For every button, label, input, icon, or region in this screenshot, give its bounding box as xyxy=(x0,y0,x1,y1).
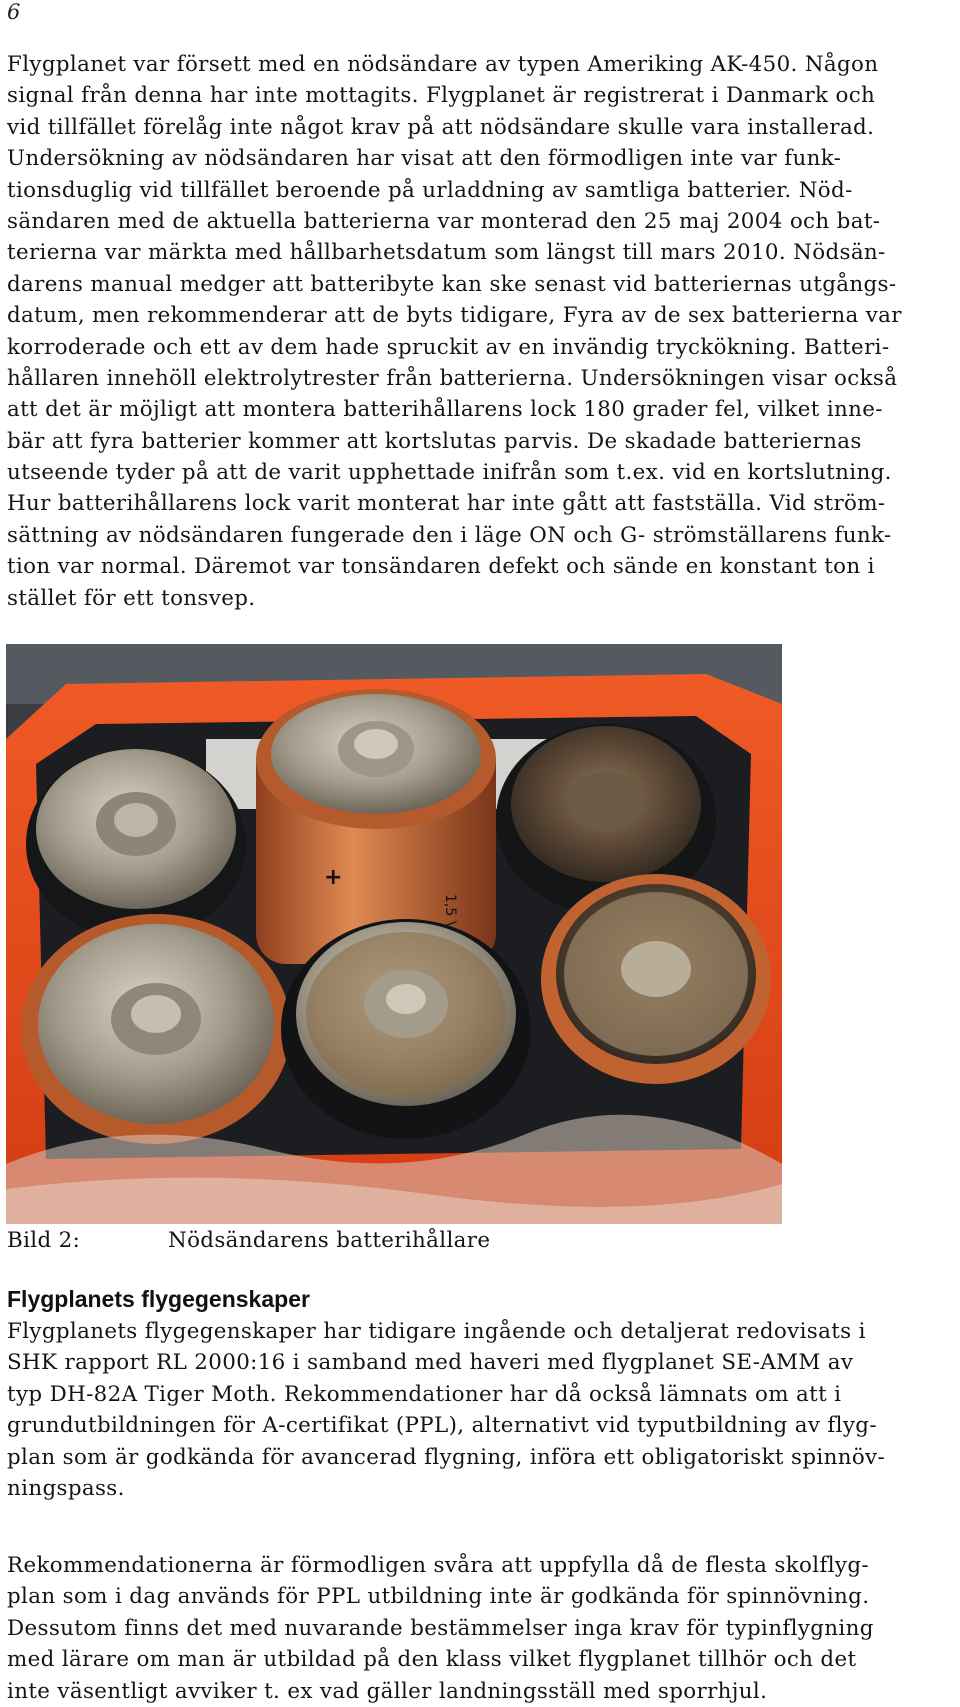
text-line: Rekommendationerna är förmodligen svåra att uppfylla då de flesta skolflyg- xyxy=(7,1553,869,1578)
text-line: hållaren innehöll elektrolytrester från batterierna. Undersökningen visar också xyxy=(7,365,898,391)
text-line: Dessutom finns det med nuvarande bestämmelser inga krav för typinflygning xyxy=(7,1615,874,1641)
section-heading: Flygplanets flygegenskaper xyxy=(7,1286,310,1312)
battery-icon xyxy=(26,749,246,939)
text-line: att det är möjligt att montera batterihållarens lock 180 grader fel, vilket inne- xyxy=(7,397,883,423)
text-line: plan som i dag används för PPL utbildning inte är godkända för spinnövning. xyxy=(7,1584,870,1610)
battery-icon xyxy=(21,914,291,1144)
text-line: Flygplanet var försett med en nödsändare av typen Ameriking AK-450. Någon xyxy=(7,52,879,77)
text-line: inte väsentligt avviker t. ex vad gäller landningsställ med sporrhjul. xyxy=(7,1678,768,1704)
text-line: korroderade och ett av dem hade spruckit av en invändig tryckökning. Batteri- xyxy=(7,334,890,360)
text-line: sändaren med de aktuella batterierna var monterad den 25 maj 2004 och bat- xyxy=(7,208,881,234)
paragraph-flight-characteristics xyxy=(7,1316,955,1504)
text-line: tionsduglig vid tillfället beroende på urladdning av samtliga batterier. Nöd- xyxy=(7,177,853,203)
text-line: utseende tyder på att de varit upphettade inifrån som t.ex. vid en kortslutning. xyxy=(7,460,892,486)
text-line: ningspass. xyxy=(7,1475,125,1501)
text-line: sättning av nödsändaren fungerade den i läge ON och G- strömställarens funk- xyxy=(7,522,892,548)
text-line: SHK rapport RL 2000:16 i samband med haveri med flygplanet SE-AMM av xyxy=(7,1350,854,1376)
paragraph-battery-investigation xyxy=(7,49,955,614)
text-line: med lärare om man är utbildad på den klass vilket flygplanet tillhör och det xyxy=(7,1647,857,1673)
figure-caption xyxy=(7,1226,491,1256)
battery-icon xyxy=(541,874,771,1084)
text-line: typ DH-82A Tiger Moth. Rekommendationer har då också lämnats om att i xyxy=(7,1381,842,1407)
text-line: signal från denna har inte mottagits. Flygplanet är registrerat i Danmark och xyxy=(7,83,876,109)
text-line: tion var normal. Däremot var tonsändaren defekt och sände en konstant ton i xyxy=(7,554,875,580)
text-line: plan som är godkända för avancerad flygning, införa ett obligatoriskt spinnöv- xyxy=(7,1444,886,1470)
battery-holder-photo xyxy=(6,644,782,1224)
text-line: darens manual medger att batteribyte kan ske senast vid batteriernas utgångs- xyxy=(7,271,897,297)
text-line: Hur batterihållarens lock varit monterat har inte gått att fastställa. Vid ström- xyxy=(7,491,886,517)
text-line: vid tillfället förelåg inte något krav på att nödsändare skulle vara installerad. xyxy=(7,114,875,140)
figure-label: Bild 2: xyxy=(7,1228,81,1253)
text-line: grundutbildningen för A-certifikat (PPL), alternativt vid typutbildning av flyg- xyxy=(7,1413,877,1439)
text-line: Flygplanets flygegenskaper har tidigare ingående och detaljerat redovisats i xyxy=(7,1319,866,1344)
text-line: bär att fyra batterier kommer att kortslutas parvis. De skadade batteriernas xyxy=(7,428,862,454)
text-line: terierna var märkta med hållbarhetsdatum som längst till mars 2010. Nödsän- xyxy=(7,240,886,266)
text-line: stället för ett tonsvep. xyxy=(7,585,256,611)
text-line: datum, men rekommenderar att de byts tidigare, Fyra av de sex batterierna var xyxy=(7,303,902,329)
svg-text:+: + xyxy=(324,865,343,890)
figure-caption-text: Nödsändarens batterihållare xyxy=(168,1228,491,1253)
battery-icon xyxy=(281,919,531,1139)
text-line: Undersökning av nödsändaren har visat att den förmodligen inte var funk- xyxy=(7,146,842,172)
page-number: 6 xyxy=(7,0,21,24)
paragraph-recommendations xyxy=(7,1550,955,1707)
